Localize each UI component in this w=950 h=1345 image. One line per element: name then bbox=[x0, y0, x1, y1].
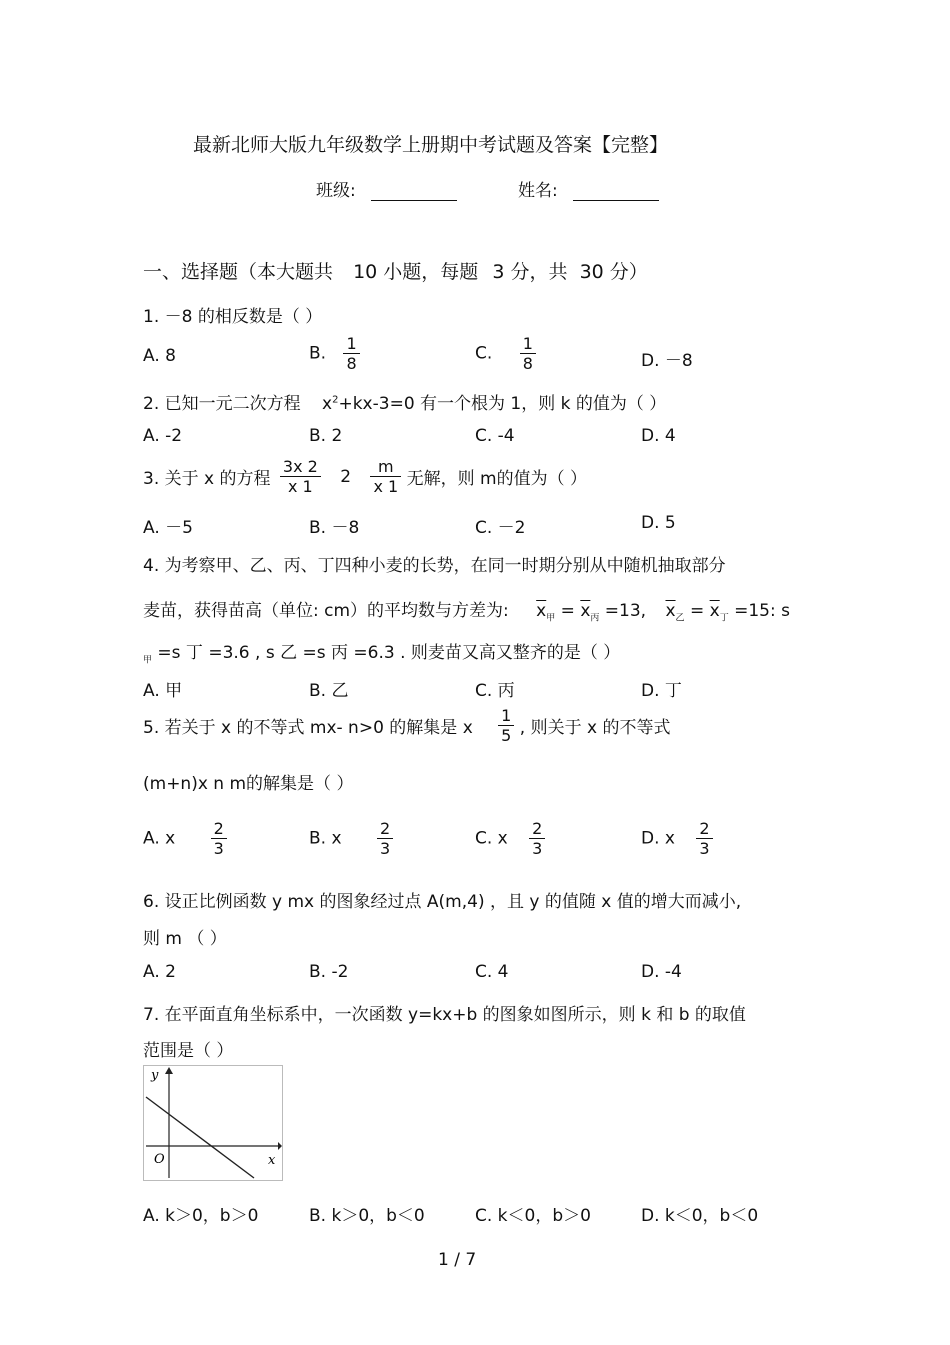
q4-option-a: A. 甲 bbox=[143, 681, 183, 701]
subscript: 甲 bbox=[546, 613, 556, 624]
q5-suffix: , 则关于 x 的不等式 bbox=[519, 718, 671, 738]
q2-equation-rest: +kx-3=0 有一个根为 1，则 k 的值为（ ） bbox=[338, 394, 667, 414]
q3-option-d: D. 5 bbox=[641, 513, 676, 533]
fraction-numerator: 2 bbox=[529, 819, 545, 839]
class-label: 班级: bbox=[316, 181, 356, 201]
question-4-line-2 bbox=[143, 596, 790, 623]
fraction-numerator: 2 bbox=[211, 819, 227, 839]
q5-option-c-label: C. x bbox=[475, 828, 508, 849]
fraction-denominator: 8 bbox=[346, 354, 357, 373]
q1-option-b-fraction bbox=[343, 334, 359, 373]
fraction-denominator: 5 bbox=[501, 726, 512, 745]
question-1: 1. －8 的相反数是（ ） bbox=[143, 307, 323, 327]
q7-option-d: D. k＜0，b＜0 bbox=[641, 1206, 759, 1226]
q5-prefix: 5. 若关于 x 的不等式 mx- n>0 的解集是 x bbox=[143, 718, 473, 738]
q2-option-c: C. -4 bbox=[475, 426, 515, 446]
q7-option-c: C. k＜0，b＞0 bbox=[475, 1206, 591, 1226]
q2-option-d: D. 4 bbox=[641, 426, 676, 446]
equals: = bbox=[689, 601, 705, 621]
q4-line3-text: =s 丁 =3.6 , s 乙 =s 丙 =6.3 . 则麦苗又高又整齐的是（ ） bbox=[157, 643, 621, 663]
q5-fraction bbox=[498, 706, 514, 745]
section-header-mid2: 分，共 bbox=[510, 261, 568, 283]
q5-option-c-fraction bbox=[529, 819, 545, 858]
question-3 bbox=[143, 457, 587, 496]
fraction-denominator: 3 bbox=[213, 839, 224, 858]
q7-option-a: A. k＞0，b＞0 bbox=[143, 1206, 259, 1226]
question-2 bbox=[143, 389, 666, 414]
q4-option-d: D. 丁 bbox=[641, 681, 682, 701]
q2-option-b: B. 2 bbox=[309, 426, 343, 446]
fraction-numerator: 2 bbox=[696, 819, 712, 839]
linear-function-graph bbox=[143, 1065, 283, 1181]
q5-option-d bbox=[641, 819, 713, 858]
fraction-numerator: 1 bbox=[498, 706, 514, 726]
fraction-numerator: 1 bbox=[520, 334, 536, 354]
q6-option-c: C. 4 bbox=[475, 962, 509, 982]
q3-constant: 2 bbox=[340, 466, 352, 487]
q3-fraction-1 bbox=[280, 457, 321, 496]
section-header bbox=[143, 257, 648, 284]
question-6-line-1: 6. 设正比例函数 y mx 的图象经过点 A(m,4) ，且 y 的值随 x 值的增大而减小, bbox=[143, 892, 742, 912]
q3-option-b: B. －8 bbox=[309, 518, 360, 538]
mean-symbol: $\overline{x}$ bbox=[536, 601, 547, 621]
name-blank bbox=[573, 182, 659, 201]
q2-equation-x: x bbox=[322, 394, 333, 414]
q5-option-b-fraction bbox=[377, 819, 393, 858]
question-5-line-1 bbox=[143, 706, 670, 745]
class-blank bbox=[371, 182, 457, 201]
question-4-line-3 bbox=[143, 638, 620, 665]
subscript: 甲 bbox=[143, 655, 153, 666]
q3-suffix: 无解，则 m的值为（ ） bbox=[406, 469, 587, 489]
q5-option-a-fraction bbox=[211, 819, 227, 858]
total-points: 30 bbox=[579, 261, 604, 283]
q1-option-c-label: C. bbox=[475, 343, 493, 364]
q1-option-b bbox=[309, 334, 360, 373]
fraction-denominator: x 1 bbox=[373, 477, 399, 496]
q3-option-a: A. －5 bbox=[143, 518, 193, 538]
q1-option-c-fraction bbox=[520, 334, 536, 373]
y-axis-label: y bbox=[151, 1068, 159, 1083]
q4-option-c: C. 丙 bbox=[475, 681, 515, 701]
q2-exponent: 2 bbox=[332, 394, 339, 406]
x-axis-label: x bbox=[268, 1153, 276, 1168]
q6-option-b: B. -2 bbox=[309, 962, 349, 982]
q5-option-b bbox=[309, 819, 393, 858]
section-header-text: 一、选择题（本大题共 bbox=[143, 261, 334, 283]
q3-fraction-2 bbox=[370, 457, 401, 496]
q5-option-d-label: D. x bbox=[641, 828, 675, 849]
q6-option-a: A. 2 bbox=[143, 962, 176, 982]
q1-option-b-label: B. bbox=[309, 343, 327, 364]
equals: = bbox=[560, 601, 575, 621]
question-6-line-2: 则 m （ ） bbox=[143, 929, 227, 949]
q5-option-c bbox=[475, 819, 545, 858]
x-axis-arrow bbox=[278, 1142, 282, 1150]
fraction-denominator: 8 bbox=[522, 354, 533, 373]
q7-option-b: B. k＞0，b＜0 bbox=[309, 1206, 425, 1226]
fraction-numerator: 2 bbox=[377, 819, 393, 839]
mean-symbol: $\overline{x}$ bbox=[665, 601, 676, 621]
q1-option-a: A. 8 bbox=[143, 346, 176, 366]
question-5-line-2: (m+n)x n m的解集是（ ） bbox=[143, 774, 354, 794]
fraction-numerator: 3x 2 bbox=[280, 457, 321, 477]
q3-prefix: 3. 关于 x 的方程 bbox=[143, 469, 271, 489]
class-field bbox=[316, 176, 457, 201]
question-7-line-2: 范围是（ ） bbox=[143, 1041, 234, 1061]
fraction-numerator: 1 bbox=[343, 334, 359, 354]
q5-option-d-fraction bbox=[696, 819, 712, 858]
q2-option-a: A. -2 bbox=[143, 426, 183, 446]
page-title: 最新北师大版九年级数学上册期中考试题及答案【完整】 bbox=[193, 134, 669, 156]
subscript: 丙 bbox=[590, 613, 600, 624]
mean-value: =13, bbox=[604, 601, 647, 621]
question-4-line-1: 4. 为考察甲、乙、丙、丁四种小麦的长势，在同一时期分别从中随机抽取部分 bbox=[143, 556, 726, 576]
q2-prefix: 2. 已知一元二次方程 bbox=[143, 394, 301, 414]
q3-option-c: C. －2 bbox=[475, 518, 526, 538]
fraction-denominator: 3 bbox=[699, 839, 710, 858]
mean-symbol: $\overline{x}$ bbox=[580, 601, 591, 621]
q1-option-d: D. －8 bbox=[641, 351, 693, 371]
origin-label: O bbox=[154, 1152, 165, 1167]
page-number: 1 / 7 bbox=[438, 1250, 477, 1270]
question-count: 10 bbox=[353, 261, 378, 283]
q4-line2-prefix: 麦苗，获得苗高（单位: cm）的平均数与方差为: bbox=[143, 601, 509, 621]
fraction-denominator: 3 bbox=[532, 839, 543, 858]
fraction-numerator: m bbox=[370, 457, 401, 477]
name-label: 姓名: bbox=[518, 181, 558, 201]
q5-option-b-label: B. x bbox=[309, 828, 342, 849]
q4-option-b: B. 乙 bbox=[309, 681, 349, 701]
graph-svg bbox=[144, 1066, 282, 1180]
subscript: 丁 bbox=[719, 613, 729, 624]
mean-symbol: $\overline{x}$ bbox=[709, 601, 720, 621]
fraction-denominator: x 1 bbox=[288, 477, 313, 496]
fraction-denominator: 3 bbox=[379, 839, 391, 858]
subscript: 乙 bbox=[675, 613, 685, 624]
question-7-line-1: 7. 在平面直角坐标系中，一次函数 y=kx+b 的图象如图所示，则 k 和 b 的取值 bbox=[143, 1005, 746, 1025]
y-axis-arrow bbox=[165, 1067, 173, 1074]
mean-value: =15: s bbox=[734, 601, 790, 621]
q1-option-c bbox=[475, 334, 536, 373]
q6-option-d: D. -4 bbox=[641, 962, 682, 982]
q5-option-a-label: A. x bbox=[143, 828, 176, 849]
name-field bbox=[518, 176, 659, 201]
q5-option-a bbox=[143, 819, 227, 858]
section-header-middle: 小题，每题 bbox=[383, 261, 479, 283]
points-per-question: 3 bbox=[492, 261, 505, 283]
section-header-end: 分） bbox=[609, 261, 648, 283]
